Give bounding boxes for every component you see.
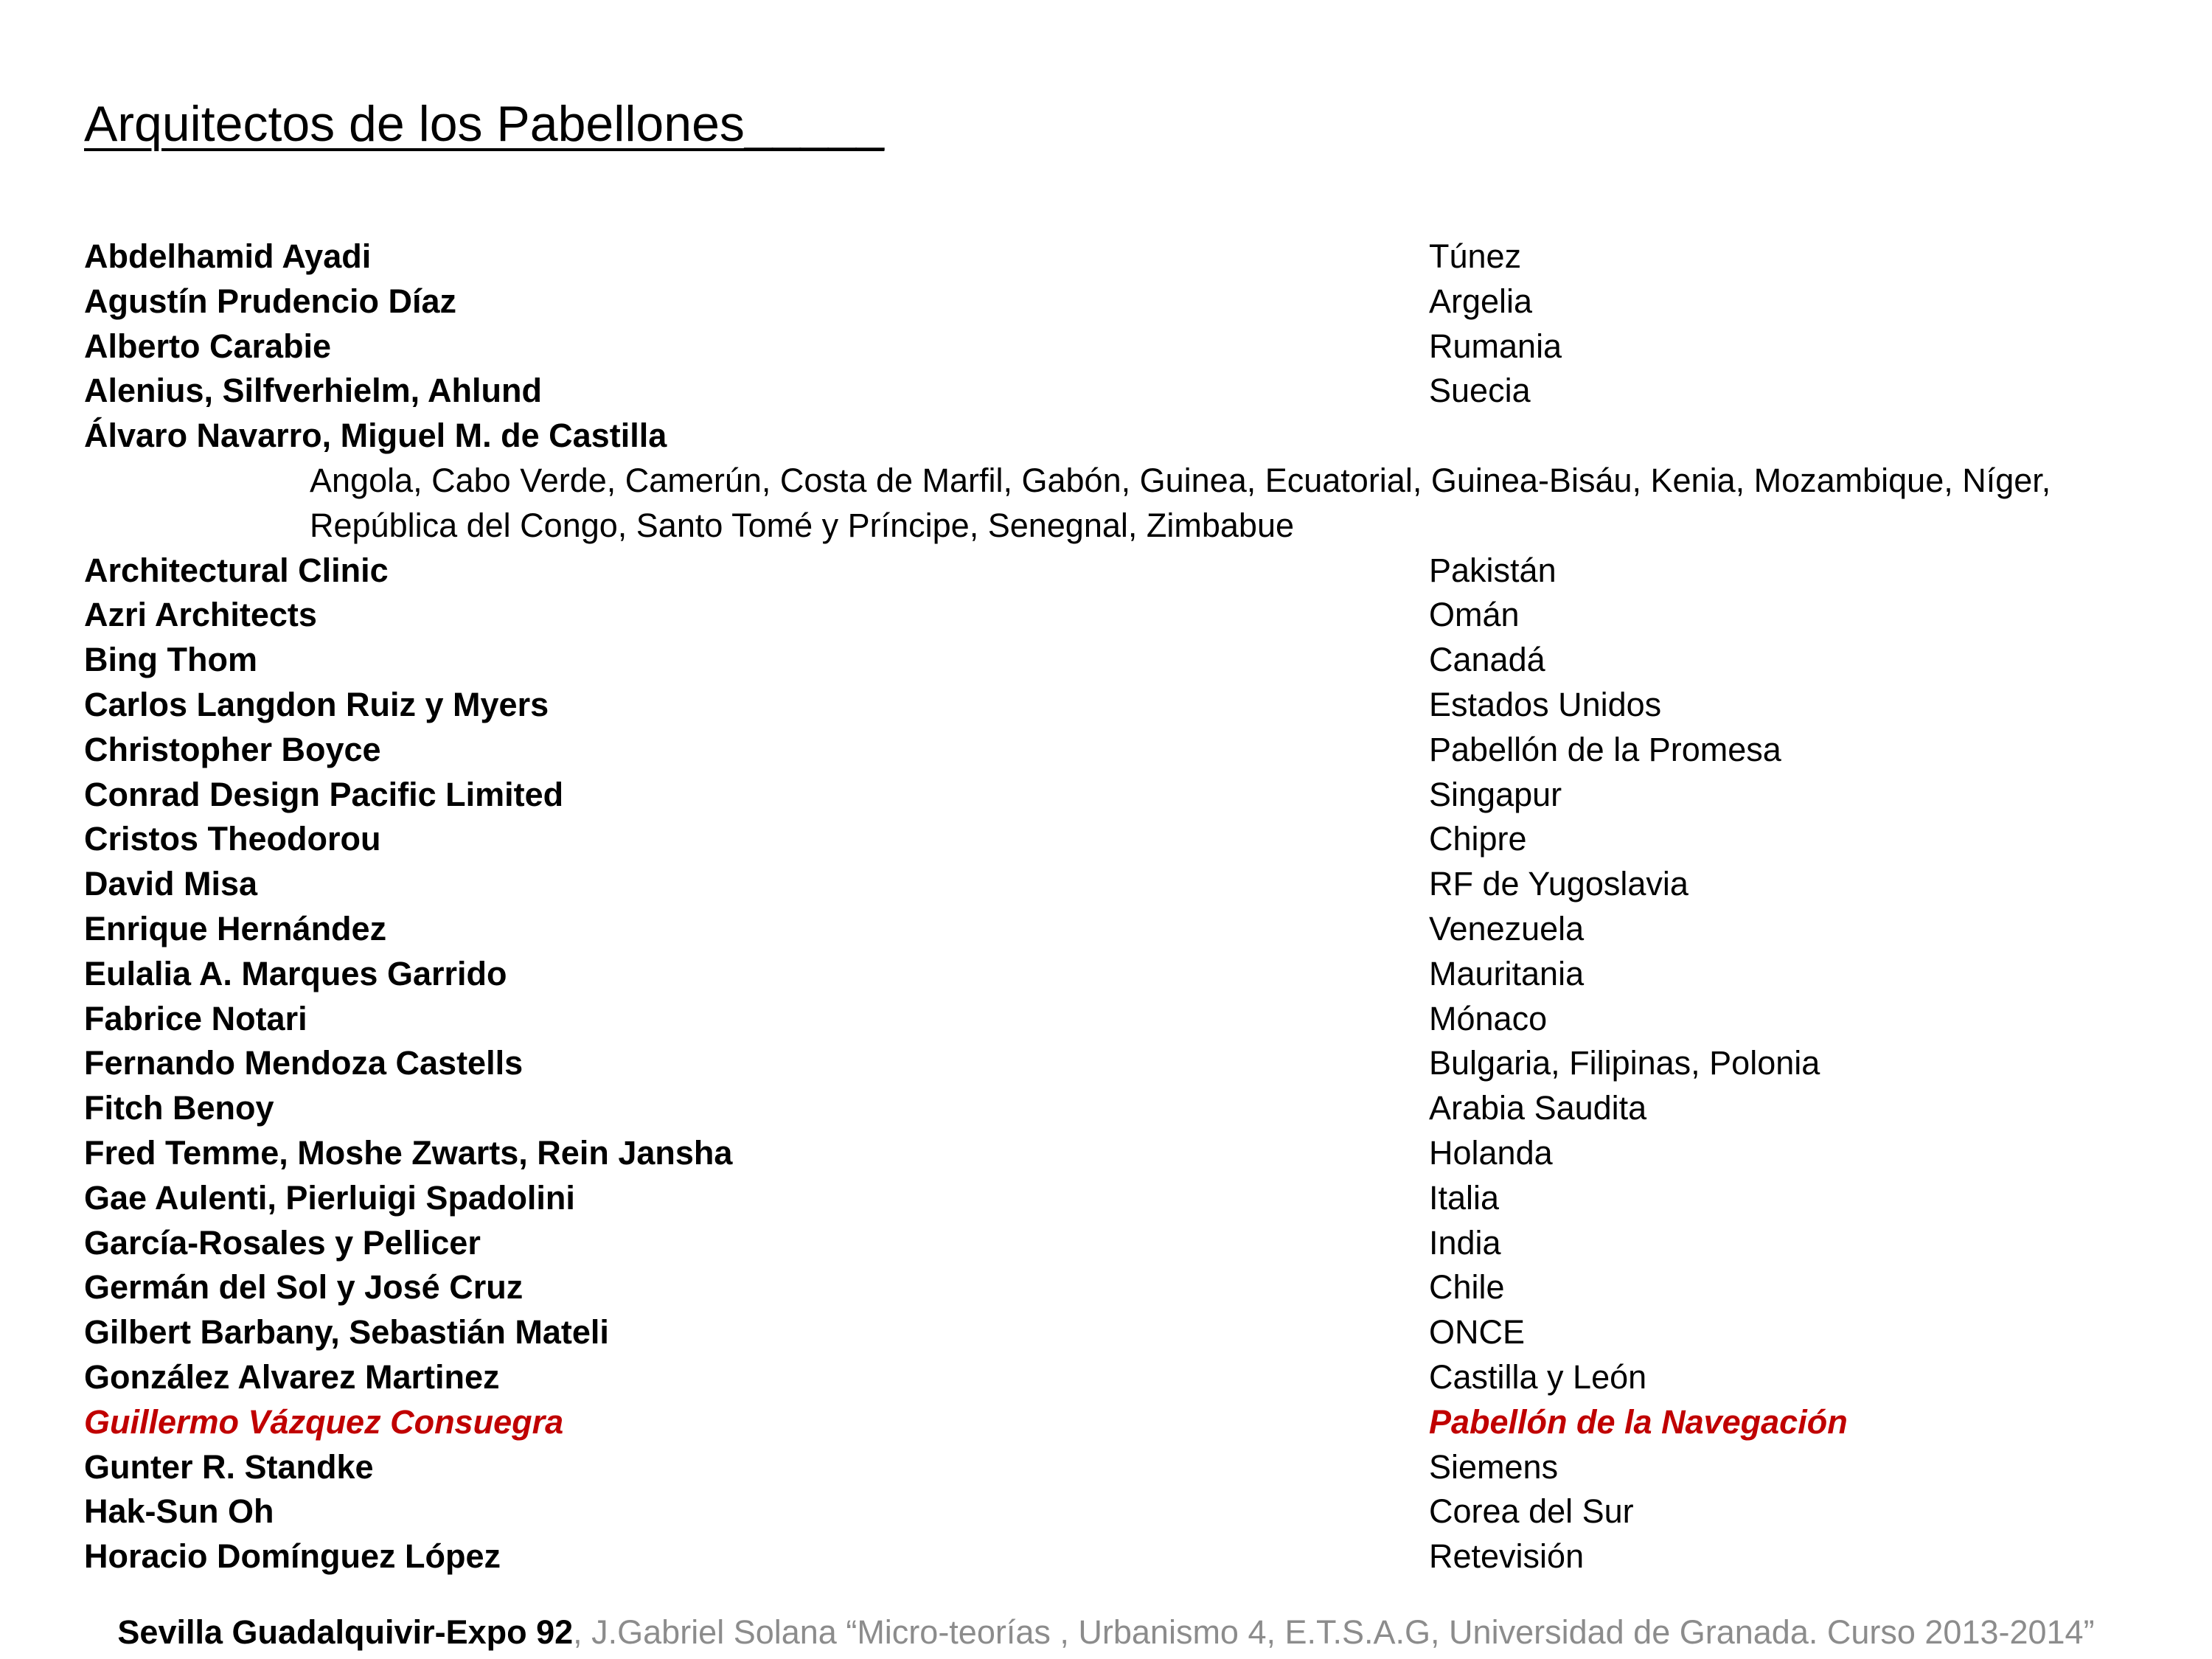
architect-name: Carlos Langdon Ruiz y Myers [84, 685, 549, 723]
list-item [84, 1086, 2134, 1131]
list-item [84, 1176, 2134, 1221]
footer-source: Sevilla Guadalquivir-Expo 92 [117, 1613, 574, 1651]
pavilion-name: Omán [1429, 596, 1520, 634]
list-item [84, 549, 2134, 594]
list-item [84, 1221, 2134, 1266]
pavilion-name: Castilla y León [1429, 1357, 1647, 1396]
list-item [84, 997, 2134, 1042]
pavilion-name: Bulgaria, Filipinas, Polonia [1429, 1044, 1820, 1082]
footer-credit [0, 1612, 2212, 1653]
pavilion-name: Siemens [1429, 1447, 1559, 1486]
country-list: Angola, Cabo Verde, Camerún, Costa de Marfil, Gabón, Guinea, Ecuatorial, Guinea-Bisáu, Kenia, Mozambique, Níger, República del Congo, Santo Tomé y Príncipe, Senegnal, Zimbabue [310, 461, 2051, 544]
list-item [84, 728, 2134, 773]
architect-name: Eulalia A. Marques Garrido [84, 954, 507, 992]
architect-name: Abdelhamid Ayadi [84, 237, 372, 275]
pavilion-name: Retevisión [1429, 1537, 1585, 1576]
architect-name: Architectural Clinic [84, 551, 389, 589]
pavilion-name: RF de Yugoslavia [1429, 865, 1688, 903]
list-item [84, 234, 2134, 279]
architect-name: González Alvarez Martinez [84, 1357, 500, 1396]
list-item-highlighted [84, 1400, 2134, 1445]
pavilion-name: India [1429, 1223, 1501, 1262]
pavilion-name: Canadá [1429, 641, 1545, 679]
architect-name: García-Rosales y Pellicer [84, 1223, 481, 1262]
pavilion-name: Estados Unidos [1429, 685, 1662, 723]
list-item [84, 817, 2134, 862]
list-item [84, 1310, 2134, 1355]
list-item [84, 593, 2134, 638]
list-item [84, 952, 2134, 997]
architect-name: David Misa [84, 865, 258, 903]
architect-name: Gilbert Barbany, Sebastián Mateli [84, 1313, 609, 1352]
architect-name: Fabrice Notari [84, 999, 307, 1037]
list-item [84, 1041, 2134, 1086]
architect-name: Álvaro Navarro, Miguel M. de Castilla [84, 417, 667, 455]
list-item [84, 1445, 2134, 1490]
pavilion-name: Arabia Saudita [1429, 1089, 1647, 1127]
list-item [84, 414, 2134, 459]
list-item [84, 862, 2134, 907]
architect-name: Alenius, Silfverhielm, Ahlund [84, 372, 542, 410]
architect-name: Gunter R. Standke [84, 1447, 374, 1486]
pavilion-name: Pabellón de la Promesa [1429, 730, 1781, 768]
architect-name: Cristos Theodorou [84, 820, 381, 858]
architect-name: Christopher Boyce [84, 730, 381, 768]
list-item [84, 369, 2134, 414]
architect-name: Enrique Hernández [84, 909, 387, 947]
list-item [84, 907, 2134, 952]
pavilion-name: Chipre [1429, 820, 1527, 858]
list-item [84, 1534, 2134, 1579]
list-item [84, 773, 2134, 818]
pavilion-name: Singapur [1429, 775, 1562, 813]
pavilion-name: Corea del Sur [1429, 1492, 1634, 1531]
pavilion-name: Argelia [1429, 282, 1533, 320]
architect-name: Fred Temme, Moshe Zwarts, Rein Jansha [84, 1133, 733, 1172]
list-item [84, 683, 2134, 728]
page-title: Arquitectos de los Pabellones_____ [84, 96, 884, 152]
list-item [84, 1355, 2134, 1400]
pavilion-name: Pakistán [1429, 551, 1557, 589]
pavilion-name: Túnez [1429, 237, 1522, 275]
footer-citation: , J.Gabriel Solana “Micro-teorías , Urbanismo 4, E.T.S.A.G, Universidad de Granada. Curso 2013-2014” [573, 1613, 2095, 1651]
architect-name: Gae Aulenti, Pierluigi Spadolini [84, 1178, 575, 1217]
pavilion-name: Holanda [1429, 1133, 1553, 1172]
pavilion-name: Mauritania [1429, 954, 1585, 992]
pavilion-name: Chile [1429, 1268, 1505, 1307]
pavilion-name: Mónaco [1429, 999, 1548, 1037]
pavilion-name: Pabellón de la Navegación [1429, 1402, 1848, 1441]
pavilion-name: Rumania [1429, 327, 1562, 365]
pavilion-name: Suecia [1429, 372, 1531, 410]
architect-list [84, 234, 2134, 1579]
list-item [84, 1131, 2134, 1176]
pavilion-name: Italia [1429, 1178, 1500, 1217]
list-item [84, 1489, 2134, 1534]
list-item [84, 324, 2134, 369]
architect-name: Fernando Mendoza Castells [84, 1044, 524, 1082]
list-item [84, 279, 2134, 324]
architect-name: Azri Architects [84, 596, 317, 634]
pavilion-name: ONCE [1429, 1313, 1526, 1352]
architect-name: Fitch Benoy [84, 1089, 274, 1127]
architect-name: Bing Thom [84, 641, 257, 679]
architect-name: Alberto Carabie [84, 327, 332, 365]
architect-name: Conrad Design Pacific Limited [84, 775, 564, 813]
architect-name: Agustín Prudencio Díaz [84, 282, 457, 320]
architect-name: Horacio Domínguez López [84, 1537, 501, 1576]
architect-name: Germán del Sol y José Cruz [84, 1268, 524, 1307]
list-item [84, 1265, 2134, 1310]
architect-name: Hak-Sun Oh [84, 1492, 274, 1531]
list-item [84, 638, 2134, 683]
pavilion-name: Venezuela [1429, 909, 1585, 947]
architect-name: Guillermo Vázquez Consuegra [84, 1402, 564, 1441]
